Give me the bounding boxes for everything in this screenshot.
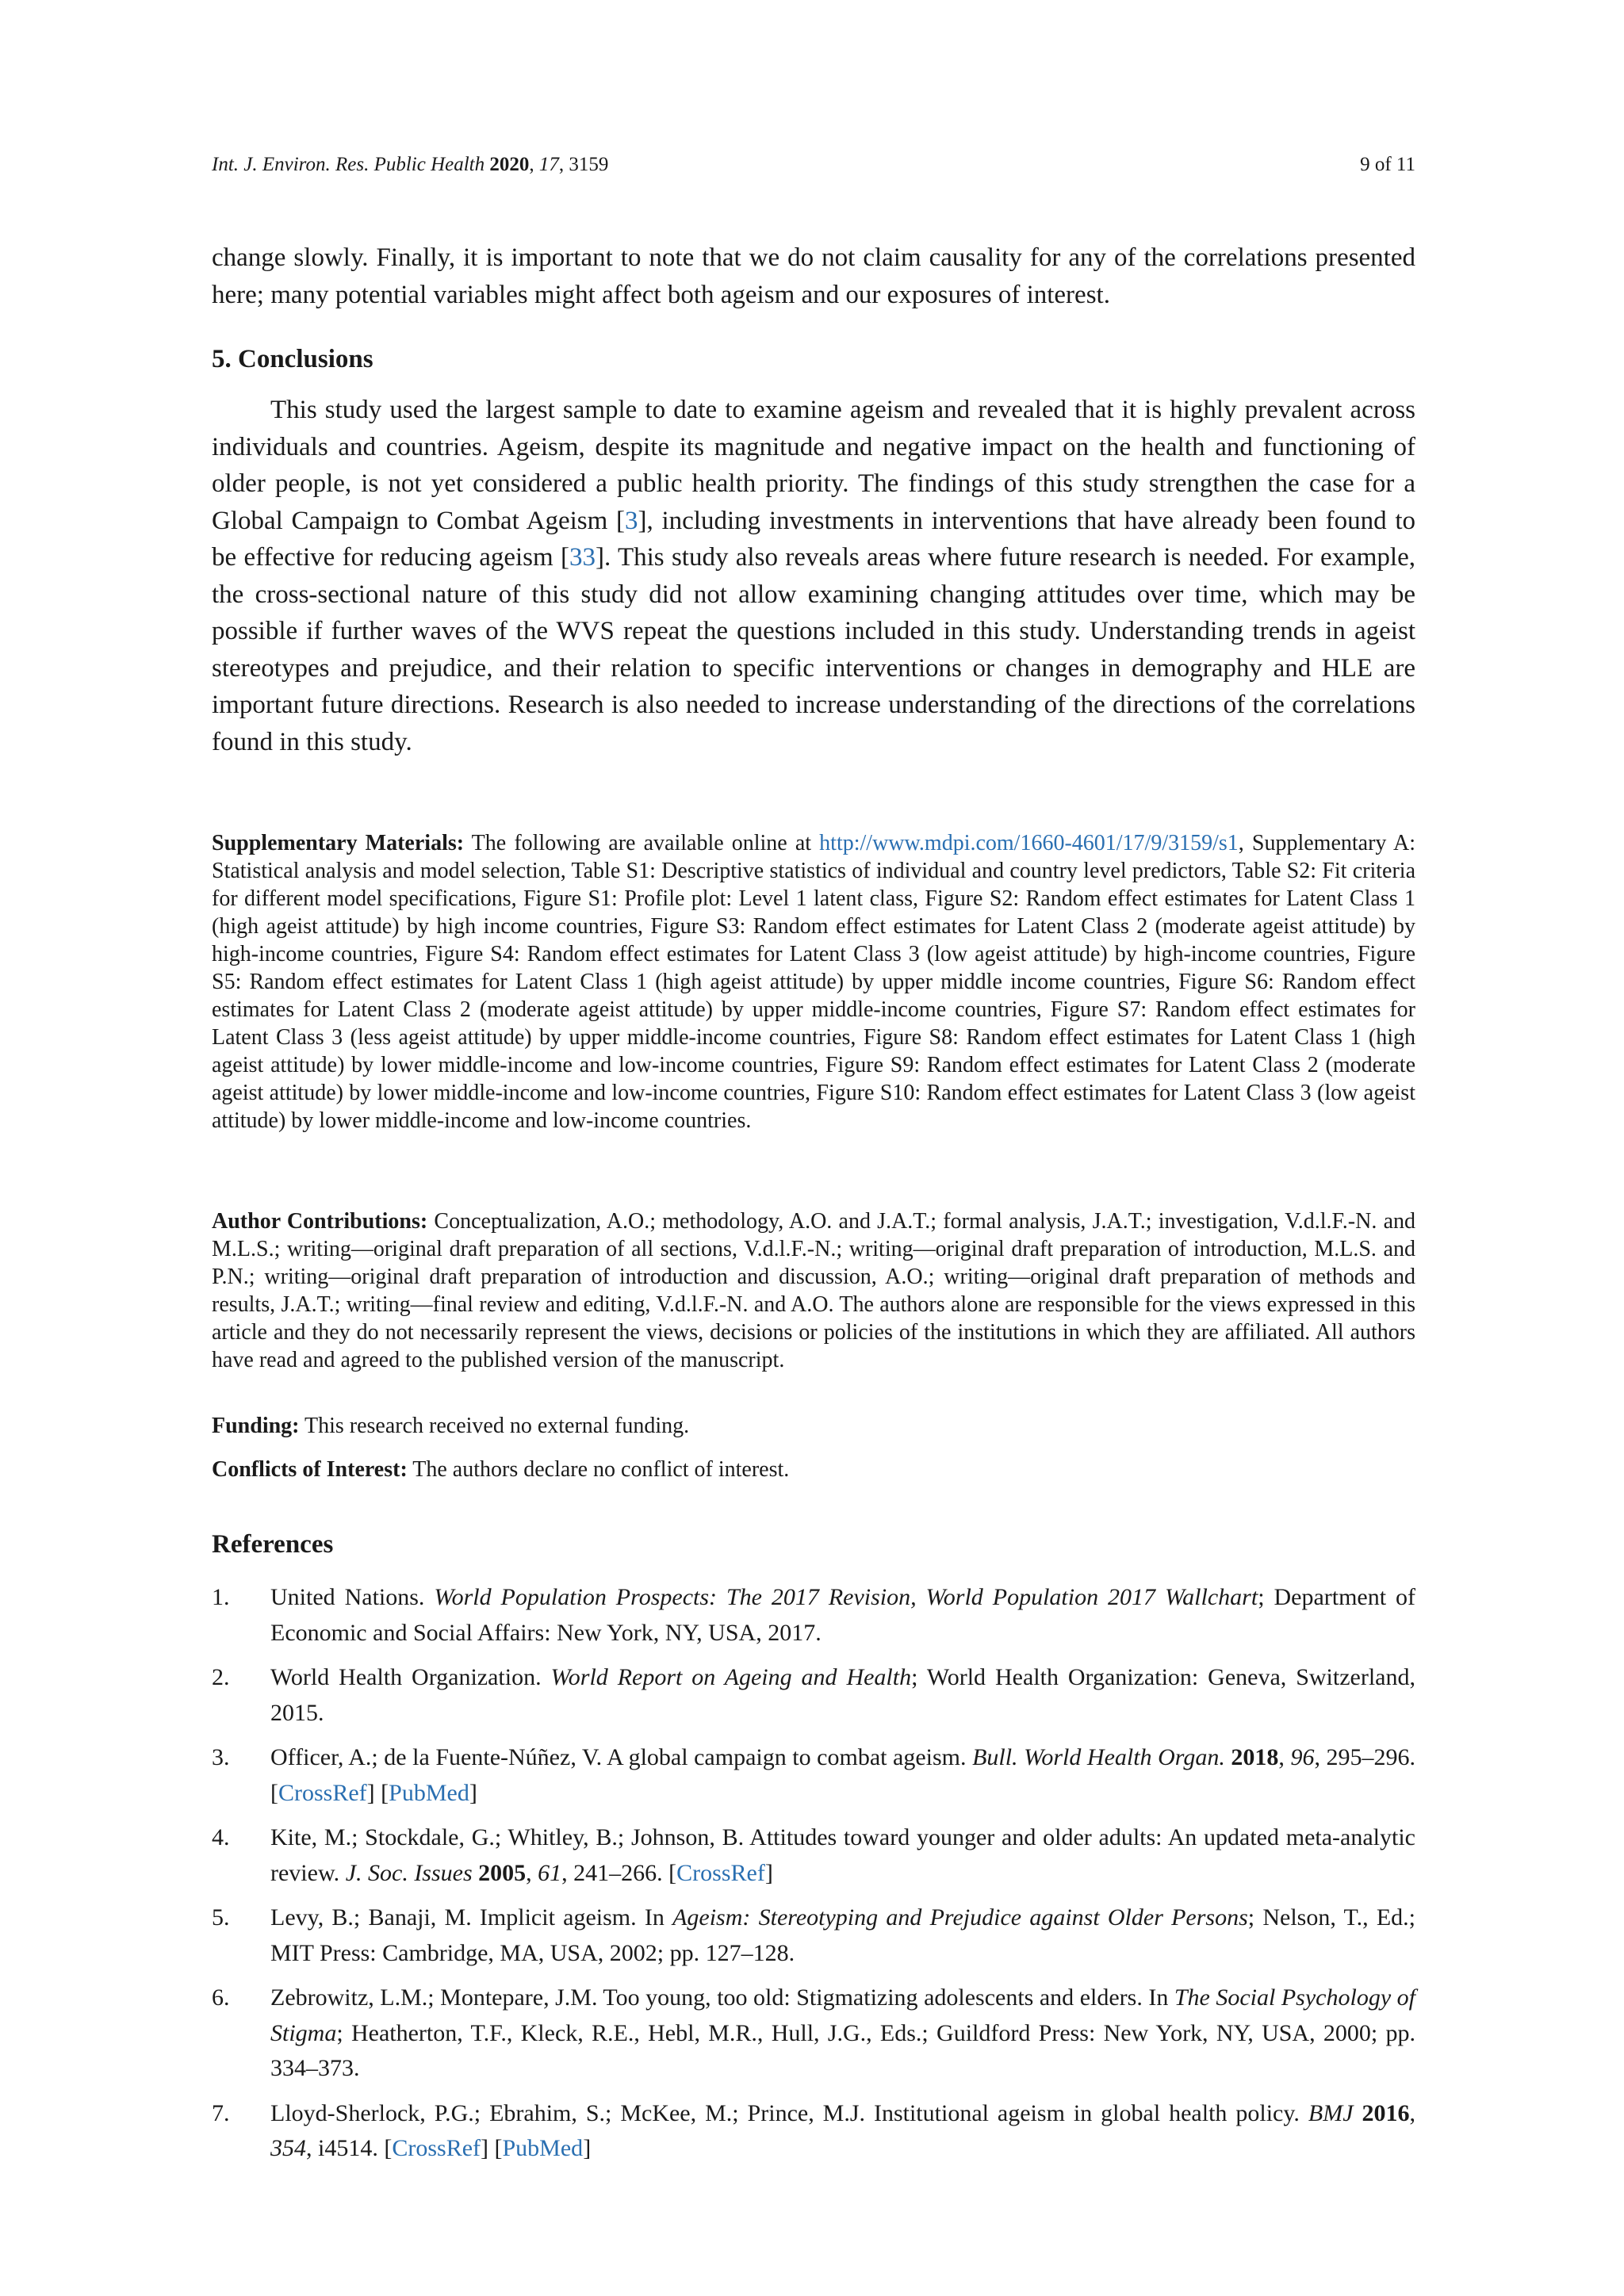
reference-title: World Report on Ageing and Health	[550, 1664, 912, 1690]
supplementary-materials	[212, 829, 1415, 1135]
journal-citation: Int. J. Environ. Res. Public Health 2020, 17, 3159	[212, 154, 609, 175]
reference-item	[212, 1980, 1415, 2087]
reference-item	[212, 1580, 1415, 1651]
funding-label: Funding:	[212, 1414, 300, 1438]
crossref-link[interactable]: CrossRef	[392, 2135, 481, 2161]
reference-number: 5.	[212, 1904, 230, 1931]
reference-authors: World Health Organization.	[270, 1664, 551, 1690]
section-heading-conclusions: 5. Conclusions	[212, 345, 373, 373]
supplementary-text: , Supplementary A: Statistical analysis and model selection, Table S1: Descriptive statistics of individual and country level predictors, Table S2: Fit criteria for different model specifications, Figure S1: Profile plot: Level 1 latent class, Figure S2: Random effect estimates for Latent Class 1 (high ageist attitude) by high income countries, Figure S3: Random effect estimates for Latent Class 2 (moderate ageist attitude) by high-income countries, Figure S4: Random effect estimates for Latent Class 3 (low ageist attitude) by high-income countries, Figure S5: Random effect estimates for Latent Class 1 (high ageist attitude) by upper middle income countries, Figure S6: Random effect estimates for Latent Class 2 (moderate ageist attitude) by upper middle-income countries, Figure S7: Random effect estimates for Latent Class 3 (less ageist attitude) by upper middle-income countries, Figure S8: Random effect estimates for Latent Class 1 (high ageist attitude) by lower middle-income and low-income countries, Figure S9: Random effect estimates for Latent Class 2 (moderate ageist attitude) by lower middle-income and low-income countries, Figure S10: Random effect estimates for Latent Class 3 (low ageist attitude) by lower middle-income and low-income countries.	[212, 831, 1415, 1133]
references-list	[212, 1580, 1415, 2176]
reference-publisher: ; Nelson, T., Ed.; MIT Press: Cambridge, MA, USA, 2002; pp. 127–128.	[270, 1904, 1416, 1966]
reference-authors: Lloyd-Sherlock, P.G.; Ebrahim, S.; McKee, M.; Prince, M.J. Institutional ageism in global health policy.	[270, 2099, 1308, 2126]
reference-journal: BMJ	[1308, 2099, 1354, 2126]
reference-number: 4.	[212, 1824, 230, 1850]
reference-authors: Zebrowitz, L.M.; Montepare, J.M. Too young, too old: Stigmatizing adolescents and elders. In	[270, 1984, 1174, 2011]
reference-item	[212, 1660, 1415, 1731]
reference-authors: United Nations.	[270, 1584, 435, 1610]
reference-year: 2016	[1362, 2099, 1410, 2126]
supplementary-text: The following are available online at	[464, 831, 820, 855]
reference-volume: 354	[270, 2135, 306, 2161]
intro-paragraph: change slowly. Finally, it is important to note that we do not claim causality for any of the correlations presented here; many potential variables might affect both ageism and our exposures of interest.	[212, 243, 1415, 309]
references-heading: References	[212, 1530, 334, 1559]
supplementary-url-link[interactable]: http://www.mdpi.com/1660-4601/17/9/3159/s1	[819, 831, 1239, 855]
reference-year: 2018	[1231, 1744, 1279, 1770]
journal-year: 2020	[489, 154, 530, 175]
reference-volume: 61	[538, 1859, 562, 1886]
reference-pages: , 295–296.	[1314, 1744, 1416, 1770]
reference-number: 6.	[212, 1984, 230, 2011]
crossref-link[interactable]: CrossRef	[676, 1859, 765, 1886]
reference-number: 1.	[212, 1584, 230, 1610]
supplementary-label: Supplementary Materials:	[212, 831, 465, 855]
conflicts-of-interest	[212, 1456, 1415, 1483]
page-header	[212, 152, 1415, 178]
reference-item: 7. Lloyd-Sherlock, P.G.; Ebrahim, S.; McKee, M.; Prince, M.J. Institutional ageism in global health policy. BMJ 2016, 354, i4514. [CrossRef] [PubMed]	[212, 2096, 1415, 2167]
reference-authors: Kite, M.; Stockdale, G.; Whitley, B.; Johnson, B. Attitudes toward younger and older adults: An updated meta-analytic review.	[270, 1824, 1415, 1886]
conflicts-label: Conflicts of Interest:	[212, 1457, 408, 1482]
reference-authors: Levy, B.; Banaji, M. Implicit ageism. In	[270, 1904, 673, 1931]
reference-item: 3. Officer, A.; de la Fuente-Núñez, V. A global campaign to combat ageism. Bull. World Health Organ. 2018, 96, 295–296. [CrossRef] [PubMed]	[212, 1740, 1415, 1811]
funding	[212, 1412, 1415, 1440]
reference-number: 3.	[212, 1744, 230, 1770]
conclusions-text: This study used the largest sample to date to examine ageism and revealed that it is highly prevalent across individuals and countries. Ageism, despite its magnitude and negative impact on the health and functioning of older people, is not yet considered a public health priority. The findings of this study strengthen the case for a Global Campaign to Combat Ageism [	[212, 396, 1415, 535]
funding-text: This research received no external funding.	[299, 1414, 690, 1438]
reference-publisher: ; World Health Organization: Geneva, Switzerland, 2015.	[270, 1664, 1415, 1726]
citation-link[interactable]: 33	[569, 543, 596, 572]
conclusions-paragraph	[212, 392, 1415, 760]
journal-volume: 17	[538, 154, 559, 175]
reference-year: 2005	[478, 1859, 527, 1886]
reference-publisher: ; Heatherton, T.F., Kleck, R.E., Hebl, M.R., Hull, J.G., Eds.; Guildford Press: New York, NY, USA, 2000; pp. 334–373.	[270, 2019, 1415, 2081]
author-contributions	[212, 1207, 1415, 1374]
conclusions-text: ], including investments in interventions that have already been found to be effective for reducing ageism [	[212, 506, 1415, 572]
article-number: 3159	[569, 154, 609, 175]
reference-publisher: ; Department of Economic and Social Affairs: New York, NY, USA, 2017.	[270, 1584, 1415, 1646]
pubmed-link[interactable]: PubMed	[502, 2135, 584, 2161]
conflicts-text: The authors declare no conflict of interest.	[407, 1457, 790, 1482]
reference-journal: Bull. World Health Organ.	[972, 1744, 1225, 1770]
reference-number: 7.	[212, 2099, 230, 2126]
reference-title: The Social Psychology of Stigma	[270, 1984, 1415, 2046]
reference-journal: J. Soc. Issues	[345, 1859, 473, 1886]
reference-authors: Officer, A.; de la Fuente-Núñez, V. A global campaign to combat ageism.	[270, 1744, 973, 1770]
page-number: 9 of 11	[1360, 154, 1415, 175]
reference-number: 2.	[212, 1664, 230, 1690]
citation-link[interactable]: 3	[625, 506, 638, 535]
conclusions-text: ]. This study also reveals areas where future research is needed. For example, the cross-sectional nature of this study did not allow examining changing attitudes over time, which may be possible if further waves of the WVS repeat the questions included in this study. Understanding trends in ageist stereotypes and prejudice, and their relation to specific interventions or changes in demography and HLE are important future directions. Research is also needed to increase understanding of the directions of the correlations found in this study.	[212, 543, 1415, 756]
journal-name: Int. J. Environ. Res. Public Health	[212, 154, 485, 175]
crossref-link[interactable]: CrossRef	[278, 1779, 367, 1806]
pubmed-link[interactable]: PubMed	[389, 1779, 469, 1806]
reference-pages: , i4514.	[306, 2135, 385, 2161]
reference-title: Ageism: Stereotyping and Prejudice against Older Persons	[672, 1904, 1248, 1931]
reference-pages: , 241–266.	[561, 1859, 669, 1886]
reference-volume: 96	[1290, 1744, 1315, 1770]
reference-title: World Population Prospects: The 2017 Revision, World Population 2017 Wallchart	[434, 1584, 1258, 1610]
author-contributions-label: Author Contributions:	[212, 1209, 428, 1234]
reference-item	[212, 1900, 1415, 1971]
author-contributions-text: Conceptualization, A.O.; methodology, A.O. and J.A.T.; formal analysis, J.A.T.; investigation, V.d.l.F.-N. and M.L.S.; writing—original draft preparation of all sections, V.d.l.F.-N.; writing—original draft preparation of introduction, M.L.S. and P.N.; writing—original draft preparation of introduction and discussion, A.O.; writing—original draft preparation of methods and results, J.A.T.; writing—final review and editing, V.d.l.F.-N. and A.O. The authors alone are responsible for the views expressed in this article and they do not necessarily represent the views, decisions or policies of the institutions in which they are affiliated. All authors have read and agreed to the published version of the manuscript.	[212, 1209, 1415, 1372]
reference-item: 4. Kite, M.; Stockdale, G.; Whitley, B.; Johnson, B. Attitudes toward younger and older adults: An updated meta-analytic review. J. Soc. Issues 2005, 61, 241–266. [CrossRef]	[212, 1820, 1415, 1891]
